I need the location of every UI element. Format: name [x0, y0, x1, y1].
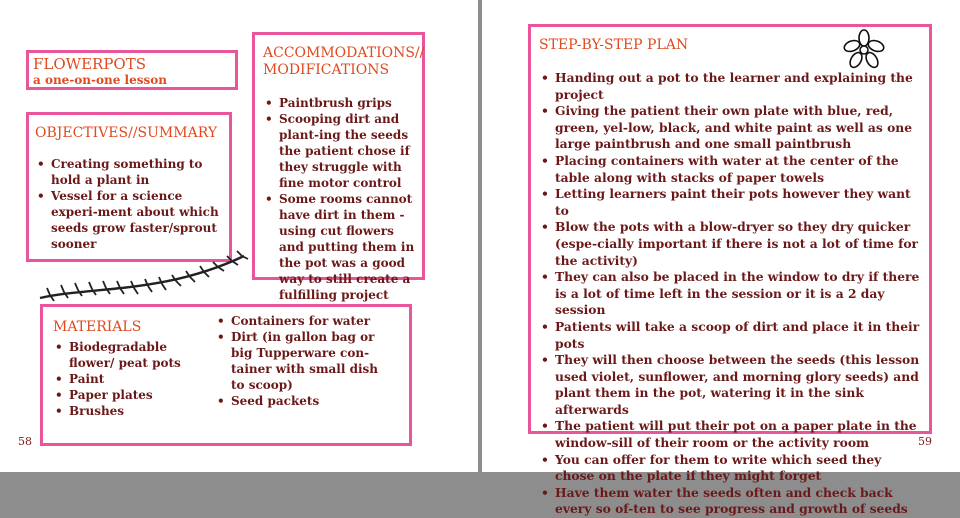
list-item: • Seed packets [215, 393, 395, 409]
list-item: • You can offer for them to write which seed they chose on the plate if they might forget [539, 452, 921, 485]
title-box [26, 50, 238, 90]
list-item: • Dirt (in gallon bag or big Tupperware con-tainer with small dish to scoop) [215, 329, 395, 393]
materials-list-col1 [53, 339, 205, 419]
accommodations-heading: ACCOMMODATIONS// MODIFICATIONS [263, 45, 425, 78]
flower-doodle-icon [841, 29, 887, 71]
list-item: • Have them water the seeds often and check back every so of-ten to see progress and growth of seeds [539, 485, 921, 518]
list-item: • Blow the pots with a blow-dryer so they dry quicker (espe-cially important if there is not a lot of time for the activity) [539, 219, 921, 269]
list-item: • The patient will put their pot on a paper plate in the window-sill of their room or the activity room [539, 418, 921, 451]
page-left [0, 0, 478, 472]
list-item: • Paint [53, 371, 205, 387]
lesson-subtitle: a one-on-one lesson [33, 73, 167, 87]
list-item: • Some rooms cannot have dirt in them - using cut flowers and putting them in the pot was a good way to still create a fulfilling project [263, 191, 416, 303]
lesson-title: FLOWERPOTS [33, 55, 146, 73]
materials-list-col2 [215, 313, 395, 409]
list-item: • Paper plates [53, 387, 205, 403]
page-number-left: 58 [18, 435, 32, 448]
list-item: • Containers for water [215, 313, 395, 329]
page-right [482, 0, 960, 517]
list-item: • Handing out a pot to the learner and explaining the project [539, 70, 921, 103]
vine-doodle-icon [34, 234, 274, 314]
list-item: • Paintbrush grips [263, 95, 416, 111]
list-item: • Biodegradable flower/ peat pots [53, 339, 205, 371]
accommodations-box [252, 32, 425, 302]
materials-heading: MATERIALS [53, 319, 142, 335]
list-item: • They will then choose between the seeds (this lesson used violet, sunflower, and morning glory seeds) and plant them in the pot, watering it in the sink afterwards [539, 352, 921, 418]
page-number-right: 59 [918, 435, 932, 448]
step-list [539, 70, 921, 518]
list-item: • Creating something to hold a plant in [35, 156, 223, 188]
objectives-heading: OBJECTIVES//SUMMARY [35, 125, 218, 141]
list-item: • Giving the patient their own plate with blue, red, green, yel-low, black, and white paint as well as one large paintbrush and one small paintbrush [539, 103, 921, 153]
list-item: • Brushes [53, 403, 205, 419]
list-item: • They can also be placed in the window to dry if there is a lot of time left in the session or it is a 2 day session [539, 269, 921, 319]
list-item: • Vessel for a science experi-ment about which seeds grow faster/sprout sooner [35, 188, 223, 252]
accommodations-list [263, 95, 416, 303]
list-item: • Patients will take a scoop of dirt and place it in their pots [539, 319, 921, 352]
step-by-step-heading: STEP-BY-STEP PLAN [539, 37, 689, 53]
list-item: • Letting learners paint their pots however they want to [539, 186, 921, 219]
list-item: • Scooping dirt and plant-ing the seeds the patient chose if they struggle with fine motor control [263, 111, 416, 191]
materials-box [40, 304, 412, 446]
list-item: • Placing containers with water at the center of the table along with stacks of paper towels [539, 153, 921, 186]
